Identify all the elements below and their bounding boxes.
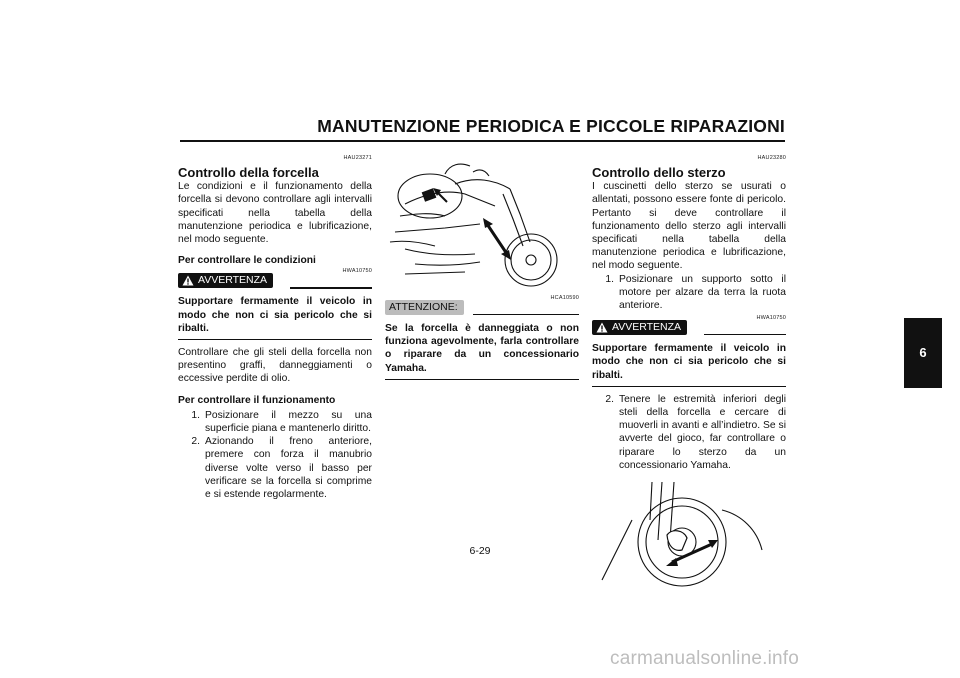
step-text: Azionando il freno anteriore, premere con forza il manubrio diverse volte verso il basso per verificare se la forcella si comprime e si estende regolarmente. xyxy=(205,436,372,501)
caution-label-box xyxy=(385,300,464,315)
section-heading-steering: Controllo dello sterzo xyxy=(592,165,726,181)
step-number: 1. xyxy=(191,409,200,421)
warning-label-box xyxy=(592,320,687,335)
warning-code: HWA10750 xyxy=(342,268,372,275)
warning-rule xyxy=(704,334,786,335)
list-item xyxy=(178,409,372,435)
warning-banner xyxy=(592,315,786,336)
step-text: Posizionare un supporto sotto il motore per alzare da terra la ruota anteriore. xyxy=(619,273,786,312)
step-text: Posizionare il mezzo su una superficie piana e mantenerlo diritto. xyxy=(205,409,372,435)
fork-steps-list xyxy=(178,409,372,501)
list-item xyxy=(592,273,786,313)
section-code: HAU23271 xyxy=(343,155,372,161)
header-divider xyxy=(180,140,785,142)
warning-code: HWA10750 xyxy=(756,315,786,322)
steering-steps-list-1 xyxy=(592,273,786,313)
caution-text: Se la forcella è danneggiata o non funziona agevolmente, farla controllare o riparare da un concessionario Yamaha. xyxy=(385,322,579,380)
column-fork-check xyxy=(178,152,372,501)
warning-text: Supportare fermamente il veicolo in modo che non ci sia pericolo che si ribalti. xyxy=(178,295,372,340)
warning-banner xyxy=(178,268,372,289)
steering-intro-paragraph: I cuscinetti dello sterzo se usurati o allentati, possono essere fonte di pericolo. Pertanto si deve controllare il funzionamento dello sterzo agli intervalli specificati nella tabella della manutenzione periodica e lubrificazione, nel modo seguente. xyxy=(592,181,786,272)
warning-label: AVVERTENZA xyxy=(198,274,268,287)
step-number: 2. xyxy=(605,393,614,405)
subheading-condition: Per controllare le condizioni xyxy=(178,255,316,267)
warning-rule xyxy=(290,287,372,288)
list-item xyxy=(178,435,372,501)
chapter-tab: 6 xyxy=(904,318,942,388)
steering-check-illustration xyxy=(592,480,786,590)
warning-label: AVVERTENZA xyxy=(612,321,682,334)
fork-intro-paragraph: Le condizioni e il funzionamento della forcella si devono controllare agli intervalli specificati nella tabella della manutenzione periodica e lubrificazione, nel modo seguente. xyxy=(178,181,372,246)
warning-label-box xyxy=(178,273,273,288)
steering-steps-list-2 xyxy=(592,393,786,472)
step-number: 1. xyxy=(605,273,614,285)
column-illustration-caution xyxy=(385,152,579,380)
page-number: 6-29 xyxy=(469,545,491,557)
section-heading-fork: Controllo della forcella xyxy=(178,165,319,181)
warning-text: Supportare fermamente il veicolo in modo che non ci sia pericolo che si ribalti. xyxy=(592,342,786,387)
column-steering-check xyxy=(592,152,786,590)
caution-label: ATTENZIONE: xyxy=(389,301,458,313)
warning-triangle-icon xyxy=(182,275,194,286)
page-header-title: MANUTENZIONE PERIODICA E PICCOLE RIPARAZIONI xyxy=(317,116,785,136)
list-item xyxy=(592,393,786,472)
step-number: 2. xyxy=(191,436,200,448)
fork-condition-paragraph: Controllare che gli steli della forcella non presentino graffi, danneggiamenti o eccessive perdite di olio. xyxy=(178,347,372,385)
caution-rule xyxy=(473,314,579,315)
section-code: HAU23280 xyxy=(757,155,786,161)
step-text: Tenere le estremità inferiori degli steli della forcella e cercare di muoverli in avanti e all’indietro. Se si avverte del gioco, far controllare o riparare lo sterzo da un concessionario Yamaha. xyxy=(619,393,786,471)
warning-triangle-icon xyxy=(596,322,608,333)
fork-compression-illustration xyxy=(385,154,579,294)
caution-code: HCA10590 xyxy=(550,295,579,301)
subheading-operation: Per controllare il funzionamento xyxy=(178,394,336,406)
watermark: carmanualsonline.info xyxy=(610,648,800,669)
caution-banner xyxy=(385,295,579,316)
